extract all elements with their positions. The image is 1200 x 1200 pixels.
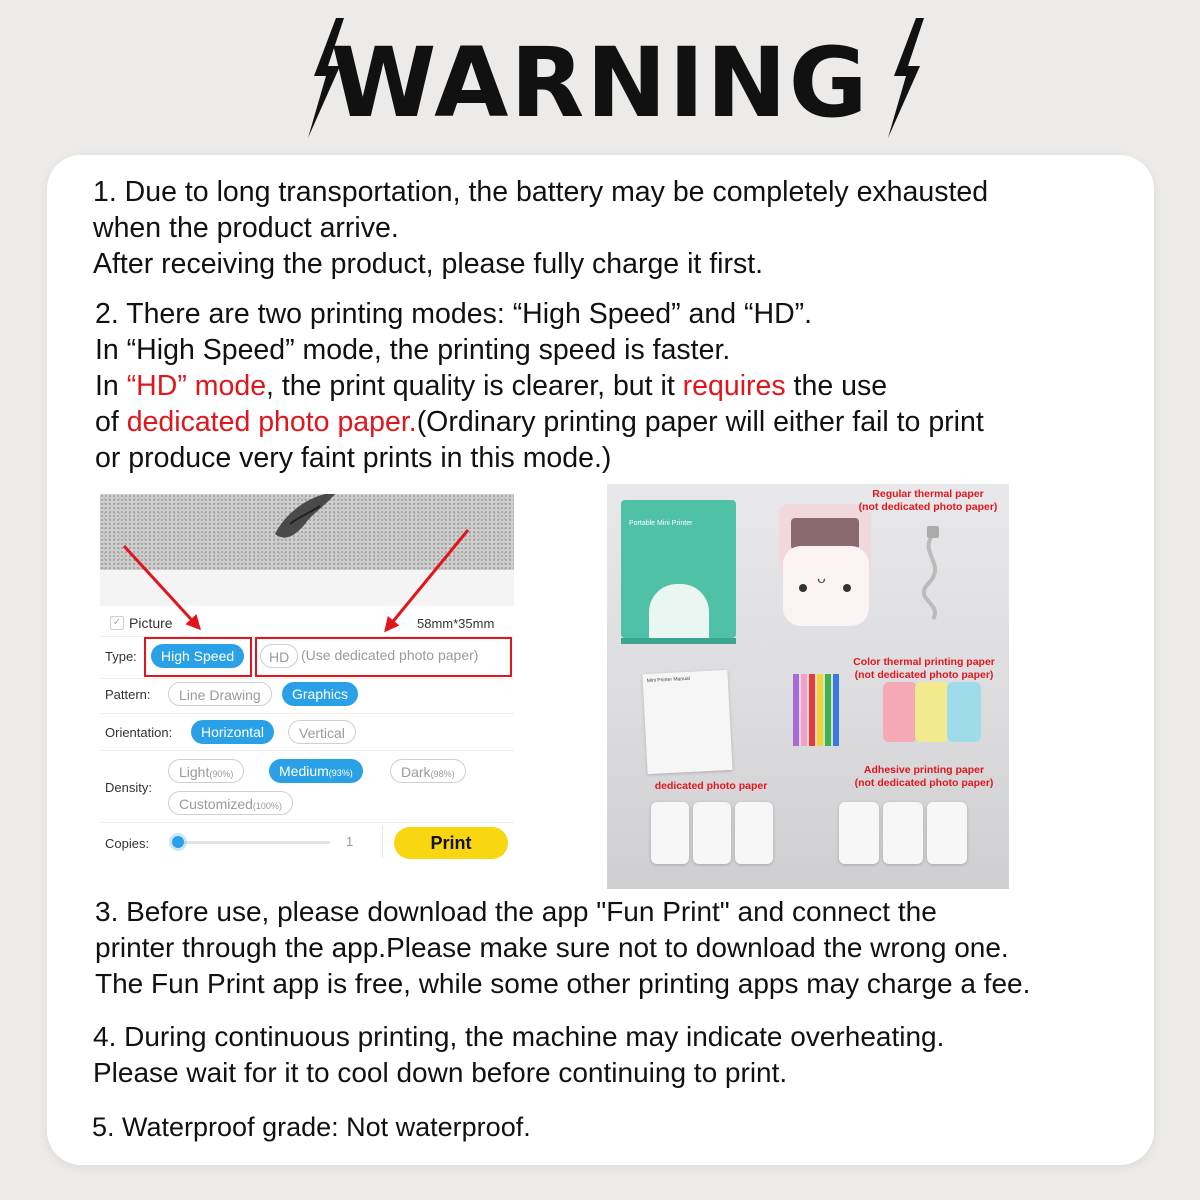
printer-eye-right-icon bbox=[843, 584, 851, 592]
pen bbox=[809, 674, 815, 746]
pattern-label: Pattern: bbox=[105, 687, 151, 702]
density-medium-text: Medium bbox=[279, 763, 329, 779]
paragraph-3 bbox=[95, 894, 1135, 1002]
divider bbox=[100, 713, 514, 714]
divider bbox=[100, 750, 514, 751]
p2-l4-a: of bbox=[95, 406, 127, 438]
type-hd-chip[interactable]: HD bbox=[260, 644, 298, 668]
p2-line-2: In “High Speed” mode, the printing speed is faster. bbox=[95, 334, 731, 366]
printer-box bbox=[621, 500, 736, 638]
box-edge bbox=[621, 638, 736, 644]
p2-line-4 bbox=[95, 404, 1135, 440]
blue-paper-roll bbox=[947, 682, 981, 742]
p3-line-1: 3. Before use, please download the app "Fun Print" and connect the bbox=[95, 896, 937, 927]
p2-hd-mode-highlight: “HD” mode bbox=[126, 370, 267, 402]
p3-line-3: The Fun Print app is free, while some other printing apps may charge a fee. bbox=[95, 968, 1031, 999]
orientation-horizontal-chip[interactable]: Horizontal bbox=[191, 720, 274, 744]
p2-l3-a: In bbox=[95, 370, 127, 402]
adhesive-paper-roll bbox=[927, 802, 967, 864]
label-color-line-1: Color thermal printing paper bbox=[853, 656, 995, 668]
label-dedicated-photo-paper: dedicated photo paper bbox=[654, 780, 768, 792]
box-printer-graphic bbox=[649, 584, 709, 638]
printer-manual-text: Mini Printer Manual bbox=[646, 675, 690, 685]
p1-line-3: After receiving the product, please fully charge it first. bbox=[93, 248, 764, 280]
printer-face bbox=[783, 546, 869, 626]
orientation-vertical-chip[interactable]: Vertical bbox=[288, 720, 356, 744]
p3-line-2: printer through the app.Please make sure not to download the wrong one. bbox=[95, 932, 1009, 963]
density-label: Density: bbox=[105, 780, 152, 795]
red-arrows-overlay bbox=[96, 494, 526, 654]
label-adhesive-paper bbox=[837, 764, 1009, 790]
printer-manual bbox=[642, 670, 732, 774]
printer-face-mouth: ᴗ bbox=[817, 570, 826, 587]
density-dark-text: Dark bbox=[401, 764, 431, 780]
density-light-pct: (90%) bbox=[209, 769, 234, 779]
printer-eye-left-icon bbox=[799, 584, 807, 592]
density-medium-pct: (93%) bbox=[328, 768, 353, 778]
arrow-to-high-speed-icon bbox=[124, 546, 199, 628]
divider bbox=[100, 678, 514, 679]
p2-requires-highlight: requires bbox=[682, 370, 786, 402]
pen bbox=[801, 674, 807, 746]
density-dark-pct: (98%) bbox=[430, 769, 455, 779]
p1-line-1: 1. Due to long transportation, the battery may be completely exhausted bbox=[93, 176, 989, 208]
label-color-line-2: (not dedicated photo paper) bbox=[854, 669, 994, 681]
dedicated-paper-roll bbox=[735, 802, 773, 864]
p2-line-3 bbox=[95, 368, 1135, 404]
pattern-graphics-chip[interactable]: Graphics bbox=[282, 682, 358, 706]
pink-paper-roll bbox=[883, 682, 917, 742]
density-dark-chip[interactable] bbox=[390, 759, 466, 783]
type-hd-note: (Use dedicated photo paper) bbox=[301, 647, 479, 663]
type-label: Type: bbox=[105, 649, 137, 664]
copies-slider-thumb[interactable] bbox=[172, 836, 184, 848]
p5-line-1: 5. Waterproof grade: Not waterproof. bbox=[92, 1112, 531, 1142]
paragraph-2 bbox=[95, 296, 1135, 476]
p2-l4-c: (Ordinary printing paper will either fail to print bbox=[416, 406, 984, 438]
p2-l3-c: , the print quality is clearer, but it bbox=[266, 370, 683, 402]
label-adhesive-line-1: Adhesive printing paper bbox=[863, 764, 985, 776]
p1-line-2: when the product arrive. bbox=[93, 212, 399, 244]
density-medium-chip[interactable] bbox=[269, 759, 363, 783]
lightning-bolt-right-icon bbox=[886, 18, 926, 138]
product-photo bbox=[607, 484, 1009, 889]
color-pens bbox=[793, 674, 847, 746]
paragraph-5 bbox=[92, 1109, 1132, 1145]
divider bbox=[100, 822, 514, 823]
p2-line-5: or produce very faint prints in this mode.) bbox=[95, 442, 612, 474]
divider bbox=[382, 826, 383, 858]
pen bbox=[825, 674, 831, 746]
p2-line-1: 2. There are two printing modes: “High Speed” and “HD”. bbox=[95, 298, 813, 330]
density-light-chip[interactable] bbox=[168, 759, 244, 783]
orientation-label: Orientation: bbox=[105, 725, 173, 740]
p2-dedicated-paper-highlight: dedicated photo paper. bbox=[126, 406, 417, 438]
label-adhesive-line-2: (not dedicated photo paper) bbox=[854, 777, 994, 789]
p4-line-2: Please wait for it to cool down before continuing to print. bbox=[93, 1057, 788, 1088]
label-regular-line-1: Regular thermal paper bbox=[872, 488, 984, 500]
picture-checkbox[interactable]: ✓ bbox=[110, 616, 124, 630]
paragraph-1 bbox=[93, 174, 1133, 282]
header bbox=[0, 0, 1200, 155]
pen bbox=[833, 674, 839, 746]
copies-label: Copies: bbox=[105, 836, 150, 851]
yellow-paper-roll bbox=[915, 682, 949, 742]
usb-cable-icon bbox=[913, 524, 953, 624]
pen bbox=[793, 674, 799, 746]
p2-l3-e: the use bbox=[785, 370, 888, 402]
pattern-line-drawing-chip[interactable]: Line Drawing bbox=[168, 682, 272, 706]
copies-value: 1 bbox=[346, 834, 354, 849]
density-light-text: Light bbox=[179, 764, 210, 780]
density-customized-pct: (100%) bbox=[252, 801, 282, 811]
label-color-thermal bbox=[837, 656, 1009, 682]
label-regular-line-2: (not dedicated photo paper) bbox=[858, 501, 998, 513]
print-button[interactable]: Print bbox=[394, 827, 508, 859]
density-customized-chip[interactable] bbox=[168, 791, 293, 815]
adhesive-paper-roll bbox=[839, 802, 879, 864]
label-regular-thermal bbox=[843, 488, 1009, 514]
arrow-to-hd-icon bbox=[386, 530, 468, 630]
density-customized-text: Customized bbox=[179, 796, 253, 812]
copies-slider-track[interactable] bbox=[176, 841, 330, 844]
adhesive-paper-roll bbox=[883, 802, 923, 864]
dedicated-paper-roll bbox=[651, 802, 689, 864]
pen bbox=[817, 674, 823, 746]
paper-size-value: 58mm*35mm bbox=[417, 616, 495, 631]
printer-box-text: Portable Mini Printer bbox=[629, 520, 693, 527]
p4-line-1: 4. During continuous printing, the machine may indicate overheating. bbox=[93, 1021, 945, 1052]
picture-label: Picture bbox=[129, 615, 173, 631]
paragraph-4 bbox=[93, 1019, 1133, 1091]
warning-title: WARNING bbox=[330, 27, 870, 139]
type-high-speed-chip[interactable]: High Speed bbox=[151, 644, 244, 668]
dedicated-paper-roll bbox=[693, 802, 731, 864]
